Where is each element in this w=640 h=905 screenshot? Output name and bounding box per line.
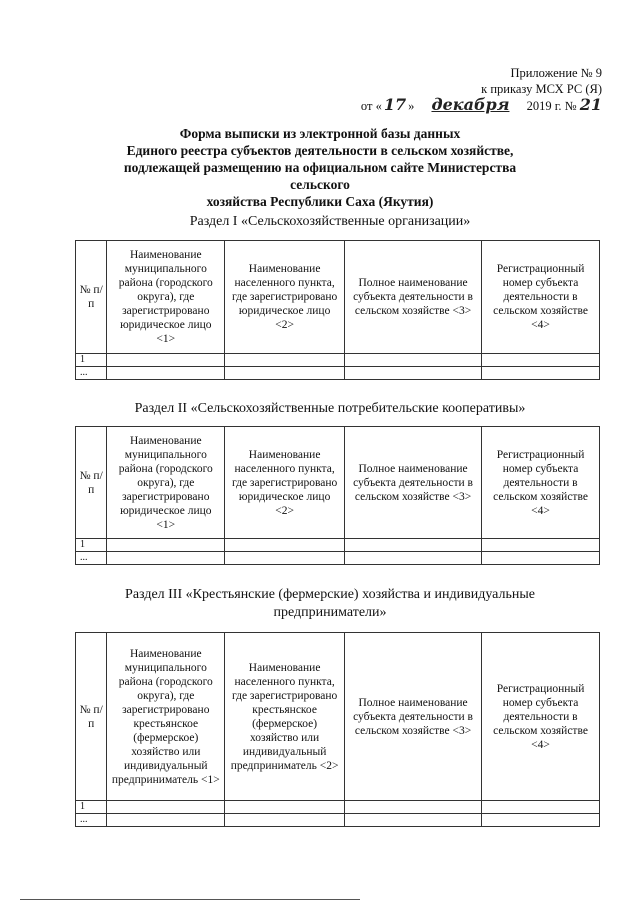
table-cell <box>345 539 482 552</box>
header-cell: Наименование населенного пункта, где зарегистрировано юридическое лицо <2> <box>225 427 345 539</box>
table-cell <box>225 539 345 552</box>
section-3-table <box>75 632 600 827</box>
table-row <box>76 814 600 827</box>
appendix-order-ref: к приказу МСХ РС (Я) <box>481 82 602 96</box>
table-cell <box>225 814 345 827</box>
document-title <box>100 125 540 210</box>
row-number-cell: ... <box>76 814 107 827</box>
appendix-header <box>361 65 602 114</box>
table-header-row <box>76 633 600 801</box>
table-row <box>76 367 600 380</box>
table-cell <box>225 367 345 380</box>
section-2-title: Раздел II «Сельскохозяйственные потребительские кооперативы» <box>134 401 526 416</box>
date-prefix: от « <box>360 99 382 113</box>
row-number-cell: ... <box>76 552 107 565</box>
table-cell <box>107 801 225 814</box>
table-cell <box>482 814 600 827</box>
header-cell: Полное наименование субъекта деятельности в сельском хозяйстве <3> <box>345 633 482 801</box>
header-cell: Наименование населенного пункта, где зарегистрировано юридическое лицо <2> <box>225 241 345 354</box>
row-number-cell: 1 <box>76 539 107 552</box>
table-cell <box>107 367 225 380</box>
table-cell <box>225 552 345 565</box>
table-cell <box>225 801 345 814</box>
table-cell <box>482 367 600 380</box>
header-cell: № п/п <box>76 427 107 539</box>
table-cell <box>107 539 225 552</box>
header-cell: Наименование муниципального района (городского округа), где зарегистрировано юридическое лицо <1> <box>107 241 225 354</box>
table-header-row <box>76 427 600 539</box>
header-cell: Полное наименование субъекта деятельности в сельском хозяйстве <3> <box>345 427 482 539</box>
section-3-title-line: предприниматели» <box>273 605 387 620</box>
title-line: Единого реестра субъектов деятельности в сельском хозяйстве, <box>126 143 514 158</box>
table-row <box>76 552 600 565</box>
table-row <box>76 539 600 552</box>
table-cell <box>345 801 482 814</box>
table-cell <box>225 354 345 367</box>
appendix-number: Приложение № 9 <box>510 66 602 80</box>
table-cell <box>482 539 600 552</box>
table-cell <box>482 552 600 565</box>
handwritten-number: 21 <box>579 95 602 114</box>
date-sep: » <box>408 99 415 113</box>
table-cell <box>107 814 225 827</box>
header-cell: № п/п <box>76 633 107 801</box>
header-cell: Наименование муниципального района (городского округа), где зарегистрировано юридическое лицо <1> <box>107 427 225 539</box>
title-line: Форма выписки из электронной базы данных <box>179 126 461 141</box>
table-cell <box>482 801 600 814</box>
table-cell <box>107 552 225 565</box>
table-cell <box>345 367 482 380</box>
table-row <box>76 801 600 814</box>
appendix-date-line <box>361 97 602 114</box>
handwritten-month: декабря <box>431 95 510 114</box>
row-number-cell: 1 <box>76 801 107 814</box>
section-3-title-line: Раздел III «Крестьянские (фермерские) хозяйства и индивидуальные <box>125 587 535 602</box>
section-1-table <box>75 240 600 380</box>
handwritten-day: 17 <box>383 95 407 114</box>
title-line: подлежащей размещению на официальном сайте Министерства сельского <box>123 160 517 192</box>
table-cell <box>107 354 225 367</box>
table-row <box>76 354 600 367</box>
table-cell <box>345 552 482 565</box>
header-cell: Наименование населенного пункта, где зарегистрировано крестьянское (фермерское) хозяйство или индивидуальный предприниматель <2> <box>225 633 345 801</box>
title-line: хозяйства Республики Саха (Якутия) <box>206 194 434 209</box>
header-cell: Регистрационный номер субъекта деятельности в сельском хозяйстве <4> <box>482 633 600 801</box>
table-cell <box>345 814 482 827</box>
section-1-title: Раздел I «Сельскохозяйственные организации» <box>189 214 471 229</box>
table-cell <box>482 354 600 367</box>
row-number-cell: ... <box>76 367 107 380</box>
section-3-title <box>60 586 600 622</box>
year-label: 2019 г. № <box>526 99 577 113</box>
section-2-table <box>75 426 600 565</box>
header-cell: Регистрационный номер субъекта деятельности в сельском хозяйстве <4> <box>482 427 600 539</box>
header-cell: Регистрационный номер субъекта деятельности в сельском хозяйстве <4> <box>482 241 600 354</box>
footnote-divider <box>20 899 360 900</box>
header-cell: № п/п <box>76 241 107 354</box>
header-cell: Полное наименование субъекта деятельности в сельском хозяйстве <3> <box>345 241 482 354</box>
table-cell <box>345 354 482 367</box>
row-number-cell: 1 <box>76 354 107 367</box>
table-header-row <box>76 241 600 354</box>
header-cell: Наименование муниципального района (городского округа), где зарегистрировано крестьянское (фермерское) хозяйство или индивидуальный предприниматель <1> <box>107 633 225 801</box>
